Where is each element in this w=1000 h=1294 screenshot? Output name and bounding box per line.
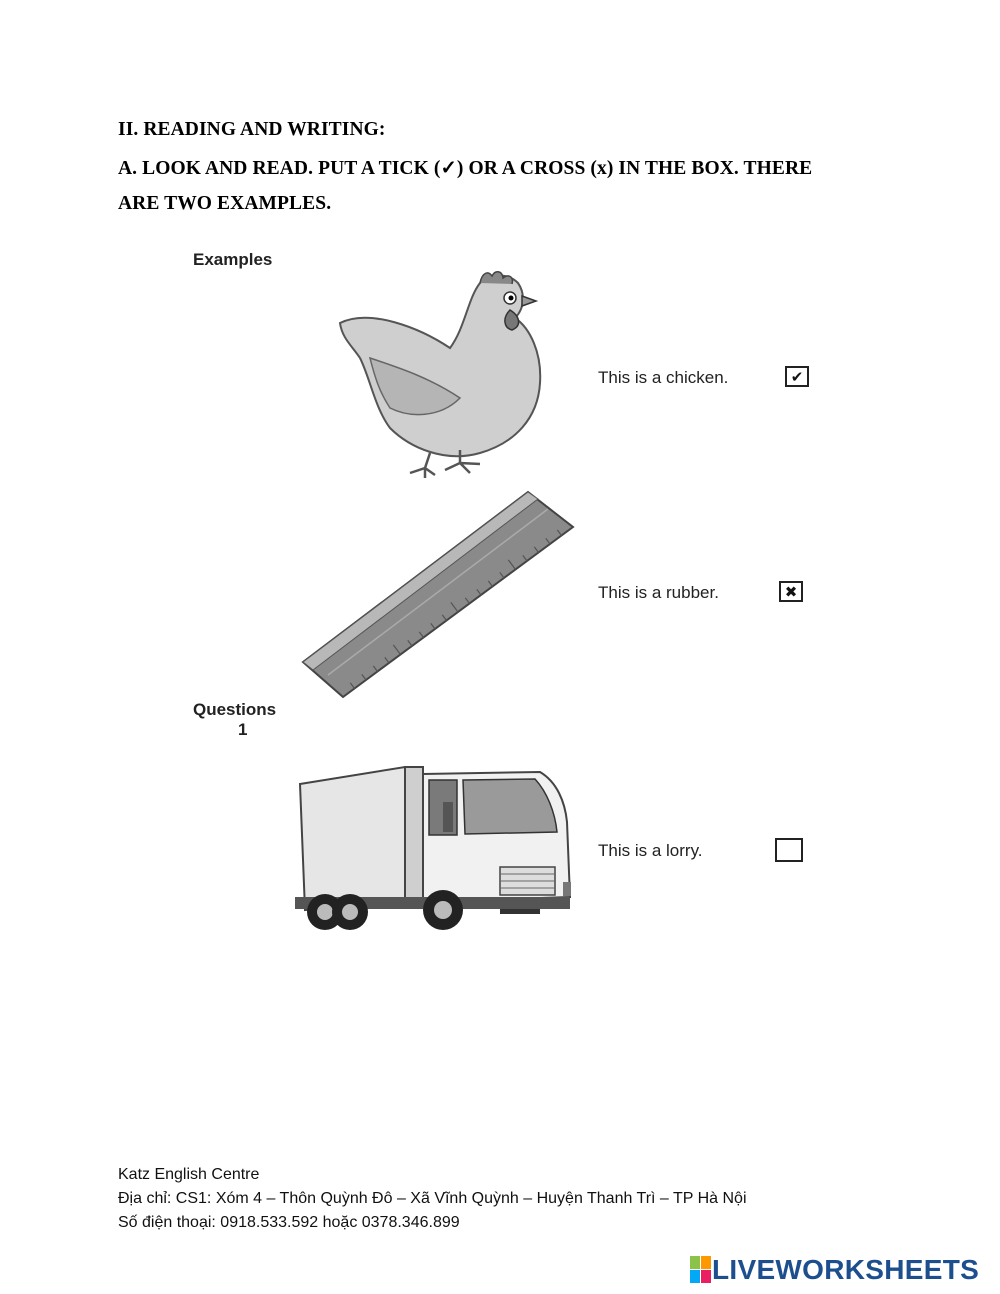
brand-name: LIVEWORKSHEETS [712,1254,980,1285]
instruction-line-1: A. LOOK AND READ. PUT A TICK (✓) OR A CROSS (x) IN THE BOX. THERE [118,158,813,179]
answer-box-lorry[interactable] [775,838,803,862]
answer-box-chicken[interactable]: ✔ [785,366,809,387]
ruler-picture [298,487,578,702]
footer-address: Địa chỉ: CS1: Xóm 4 – Thôn Quỳnh Đô – Xã Vĩnh Quỳnh – Huyện Thanh Trì – TP Hà Nội [118,1190,747,1207]
section-title: II. READING AND WRITING: [118,119,386,140]
live-logo-icon [690,1256,712,1284]
sentence-chicken: This is a chicken. [598,368,729,387]
sentence-lorry: This is a lorry. [598,841,703,860]
questions-label: Questions [193,700,277,719]
footer-phone: Số điện thoại: 0918.533.592 hoặc 0378.346.899 [118,1214,460,1231]
liveworksheets-logo[interactable] [690,1254,979,1286]
examples-label: Examples [193,250,273,269]
answer-box-rubber[interactable]: ✖ [779,581,803,602]
footer-centre-name: Katz English Centre [118,1166,260,1183]
lorry-picture [295,762,580,937]
question-number: 1 [238,720,248,739]
chicken-picture [330,268,550,490]
instruction-line-2: ARE TWO EXAMPLES. [118,193,332,214]
sentence-rubber: This is a rubber. [598,583,719,602]
